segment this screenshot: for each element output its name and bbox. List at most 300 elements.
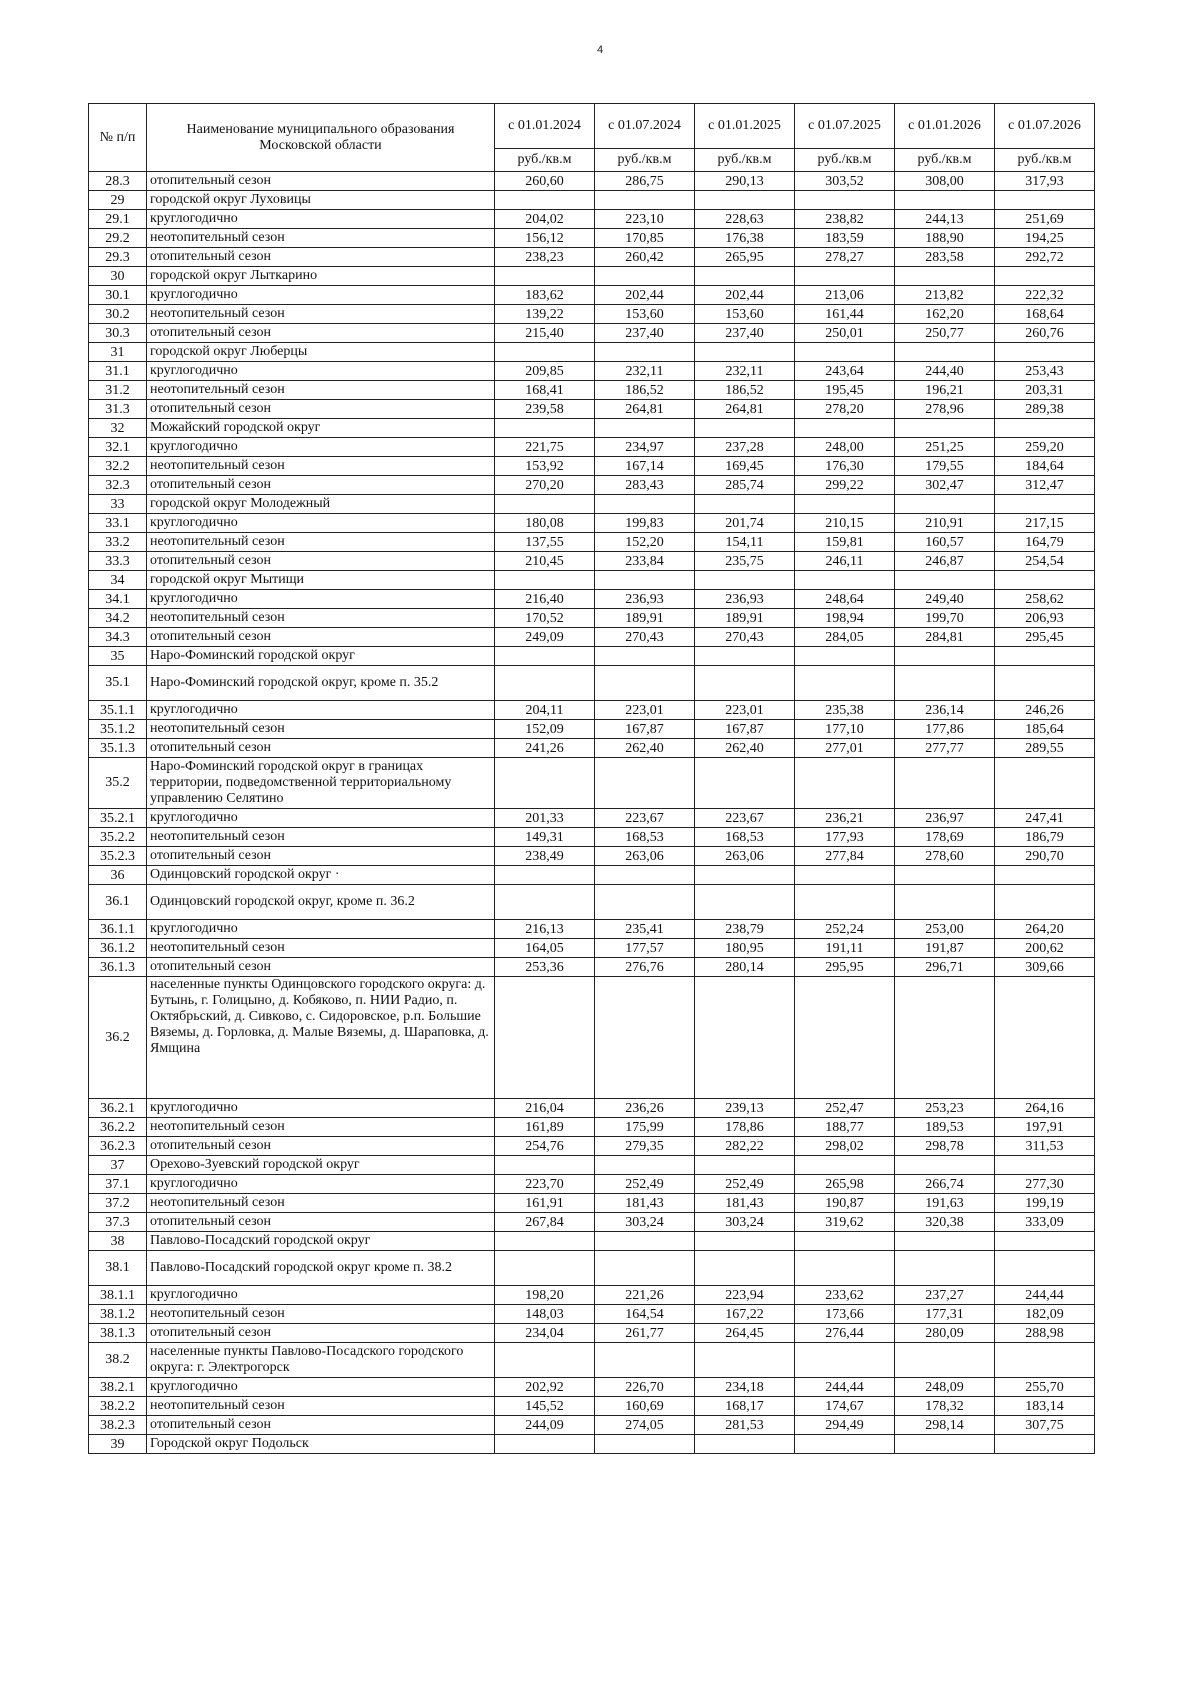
tariff-value bbox=[495, 885, 595, 920]
tariff-value bbox=[795, 866, 895, 885]
tariff-value: 190,87 bbox=[795, 1194, 895, 1213]
tariff-value: 221,26 bbox=[595, 1286, 695, 1305]
tariff-value: 252,49 bbox=[695, 1175, 795, 1194]
tariff-value: 247,41 bbox=[995, 809, 1095, 828]
row-number: 35.2.2 bbox=[89, 828, 147, 847]
tariff-value: 296,71 bbox=[895, 958, 995, 977]
table-row bbox=[89, 1435, 1095, 1454]
tariff-value: 263,06 bbox=[595, 847, 695, 866]
tariff-value: 283,58 bbox=[895, 248, 995, 267]
tariff-value: 317,93 bbox=[995, 172, 1095, 191]
tariff-value: 265,95 bbox=[695, 248, 795, 267]
tariff-value bbox=[795, 1232, 895, 1251]
table-row bbox=[89, 720, 1095, 739]
table-row bbox=[89, 920, 1095, 939]
row-name: круглогодично bbox=[147, 362, 495, 381]
row-name: неотопительный сезон bbox=[147, 939, 495, 958]
tariff-value: 246,87 bbox=[895, 552, 995, 571]
tariff-value bbox=[495, 666, 595, 701]
tariff-value: 170,52 bbox=[495, 609, 595, 628]
tariff-value bbox=[595, 571, 695, 590]
tariff-value: 250,01 bbox=[795, 324, 895, 343]
tariff-value: 259,20 bbox=[995, 438, 1095, 457]
row-name: Наро-Фоминский городской округ, кроме п. 35.2 bbox=[147, 666, 495, 701]
tariff-value: 223,67 bbox=[595, 809, 695, 828]
tariff-value bbox=[695, 866, 795, 885]
table-body bbox=[89, 172, 1095, 1454]
tariff-value: 253,00 bbox=[895, 920, 995, 939]
tariff-value bbox=[895, 666, 995, 701]
row-name: отопительный сезон bbox=[147, 400, 495, 419]
table-row bbox=[89, 977, 1095, 1099]
row-number: 35.1.1 bbox=[89, 701, 147, 720]
tariff-value bbox=[495, 1232, 595, 1251]
tariff-value: 278,27 bbox=[795, 248, 895, 267]
tariff-value: 251,69 bbox=[995, 210, 1095, 229]
tariff-value: 295,45 bbox=[995, 628, 1095, 647]
tariff-value: 278,20 bbox=[795, 400, 895, 419]
tariff-value: 183,59 bbox=[795, 229, 895, 248]
tariff-value: 179,55 bbox=[895, 457, 995, 476]
row-number: 33.1 bbox=[89, 514, 147, 533]
tariff-value bbox=[995, 495, 1095, 514]
tariff-value: 237,40 bbox=[695, 324, 795, 343]
tariff-value bbox=[795, 647, 895, 666]
tariff-value: 253,23 bbox=[895, 1099, 995, 1118]
tariff-value: 285,74 bbox=[695, 476, 795, 495]
row-name: неотопительный сезон bbox=[147, 720, 495, 739]
tariff-value bbox=[995, 1251, 1095, 1286]
table-row bbox=[89, 229, 1095, 248]
table-row bbox=[89, 1175, 1095, 1194]
tariff-value bbox=[595, 495, 695, 514]
tariff-value: 264,81 bbox=[595, 400, 695, 419]
tariff-value: 246,11 bbox=[795, 552, 895, 571]
tariff-value bbox=[595, 885, 695, 920]
table-row bbox=[89, 1343, 1095, 1378]
tariff-value bbox=[895, 977, 995, 1099]
row-name: круглогодично bbox=[147, 701, 495, 720]
tariff-value bbox=[895, 267, 995, 286]
tariff-value: 154,11 bbox=[695, 533, 795, 552]
tariff-value: 149,31 bbox=[495, 828, 595, 847]
tariff-value: 139,22 bbox=[495, 305, 595, 324]
row-name: круглогодично bbox=[147, 590, 495, 609]
tariff-value: 290,13 bbox=[695, 172, 795, 191]
tariff-value: 198,94 bbox=[795, 609, 895, 628]
row-number: 34.2 bbox=[89, 609, 147, 628]
table-row bbox=[89, 1156, 1095, 1175]
tariff-value bbox=[795, 1251, 895, 1286]
table-row bbox=[89, 286, 1095, 305]
tariff-value bbox=[495, 647, 595, 666]
row-number: 32.1 bbox=[89, 438, 147, 457]
tariff-value: 235,38 bbox=[795, 701, 895, 720]
tariff-value bbox=[795, 343, 895, 362]
tariff-value: 210,15 bbox=[795, 514, 895, 533]
table-row bbox=[89, 248, 1095, 267]
row-number: 36.2.1 bbox=[89, 1099, 147, 1118]
tariff-value bbox=[895, 885, 995, 920]
table-row bbox=[89, 210, 1095, 229]
table-row bbox=[89, 571, 1095, 590]
row-name: круглогодично bbox=[147, 1099, 495, 1118]
table-row bbox=[89, 1099, 1095, 1118]
tariff-value: 252,47 bbox=[795, 1099, 895, 1118]
tariff-value: 162,20 bbox=[895, 305, 995, 324]
tariff-value bbox=[495, 343, 595, 362]
tariff-value bbox=[995, 191, 1095, 210]
tariff-value bbox=[995, 647, 1095, 666]
tariff-value bbox=[495, 1251, 595, 1286]
tariff-value: 233,84 bbox=[595, 552, 695, 571]
tariff-value: 243,64 bbox=[795, 362, 895, 381]
row-number: 36.2.2 bbox=[89, 1118, 147, 1137]
tariff-value: 246,26 bbox=[995, 701, 1095, 720]
tariff-value: 210,91 bbox=[895, 514, 995, 533]
row-name: неотопительный сезон bbox=[147, 1305, 495, 1324]
tariff-value: 185,64 bbox=[995, 720, 1095, 739]
row-name: Наро-Фоминский городской округ bbox=[147, 647, 495, 666]
row-name: городской округ Молодежный bbox=[147, 495, 495, 514]
tariff-value: 223,01 bbox=[595, 701, 695, 720]
row-name: круглогодично bbox=[147, 1175, 495, 1194]
table-row bbox=[89, 552, 1095, 571]
table-row bbox=[89, 172, 1095, 191]
tariff-value: 232,11 bbox=[695, 362, 795, 381]
tariff-value bbox=[595, 758, 695, 809]
tariff-value: 277,30 bbox=[995, 1175, 1095, 1194]
row-number: 32.3 bbox=[89, 476, 147, 495]
tariff-value bbox=[495, 495, 595, 514]
row-name: городской округ Лыткарино bbox=[147, 267, 495, 286]
tariff-value: 238,49 bbox=[495, 847, 595, 866]
tariff-value bbox=[995, 885, 1095, 920]
tariff-value: 160,57 bbox=[895, 533, 995, 552]
tariff-value: 248,09 bbox=[895, 1378, 995, 1397]
tariff-value: 176,30 bbox=[795, 457, 895, 476]
tariff-value: 244,13 bbox=[895, 210, 995, 229]
tariff-value: 277,84 bbox=[795, 847, 895, 866]
tariff-value: 180,08 bbox=[495, 514, 595, 533]
tariff-value: 309,66 bbox=[995, 958, 1095, 977]
tariff-value: 177,86 bbox=[895, 720, 995, 739]
row-number: 31.2 bbox=[89, 381, 147, 400]
tariff-value bbox=[495, 977, 595, 1099]
tariff-value: 270,20 bbox=[495, 476, 595, 495]
tariff-value: 265,98 bbox=[795, 1175, 895, 1194]
table-row bbox=[89, 419, 1095, 438]
row-number: 30 bbox=[89, 267, 147, 286]
tariff-value: 237,28 bbox=[695, 438, 795, 457]
tariff-value: 221,75 bbox=[495, 438, 595, 457]
tariff-value: 264,16 bbox=[995, 1099, 1095, 1118]
tariff-value: 202,44 bbox=[595, 286, 695, 305]
tariff-value bbox=[795, 495, 895, 514]
tariff-value: 262,40 bbox=[695, 739, 795, 758]
tariff-value: 244,44 bbox=[795, 1378, 895, 1397]
tariff-value: 217,15 bbox=[995, 514, 1095, 533]
header-date: с 01.07.2024 bbox=[595, 104, 695, 149]
tariff-value: 176,38 bbox=[695, 229, 795, 248]
tariff-value bbox=[795, 267, 895, 286]
row-number: 35.1.2 bbox=[89, 720, 147, 739]
tariff-value: 223,94 bbox=[695, 1286, 795, 1305]
tariff-value: 237,40 bbox=[595, 324, 695, 343]
tariff-value: 248,00 bbox=[795, 438, 895, 457]
tariff-value: 198,20 bbox=[495, 1286, 595, 1305]
tariff-value: 270,43 bbox=[695, 628, 795, 647]
row-number: 39 bbox=[89, 1435, 147, 1454]
tariff-value: 202,92 bbox=[495, 1378, 595, 1397]
tariff-value: 213,06 bbox=[795, 286, 895, 305]
row-name: неотопительный сезон bbox=[147, 305, 495, 324]
row-number: 33.3 bbox=[89, 552, 147, 571]
tariff-value bbox=[995, 1232, 1095, 1251]
row-number: 37.3 bbox=[89, 1213, 147, 1232]
row-name: отопительный сезон bbox=[147, 1213, 495, 1232]
tariff-value bbox=[995, 866, 1095, 885]
tariff-value: 223,67 bbox=[695, 809, 795, 828]
row-number: 35.2.1 bbox=[89, 809, 147, 828]
tariff-value: 191,11 bbox=[795, 939, 895, 958]
tariff-value: 233,62 bbox=[795, 1286, 895, 1305]
tariff-value bbox=[495, 758, 595, 809]
table-row bbox=[89, 191, 1095, 210]
row-number: 38.2 bbox=[89, 1343, 147, 1378]
tariff-value: 223,01 bbox=[695, 701, 795, 720]
row-name: городской округ Мытищи bbox=[147, 571, 495, 590]
tariff-value: 216,13 bbox=[495, 920, 595, 939]
tariff-value: 236,21 bbox=[795, 809, 895, 828]
tariff-value bbox=[995, 343, 1095, 362]
tariff-value: 262,40 bbox=[595, 739, 695, 758]
tariff-value: 160,69 bbox=[595, 1397, 695, 1416]
tariff-value bbox=[595, 1156, 695, 1175]
row-name: неотопительный сезон bbox=[147, 229, 495, 248]
row-name: отопительный сезон bbox=[147, 172, 495, 191]
tariff-value: 279,35 bbox=[595, 1137, 695, 1156]
tariff-value: 189,91 bbox=[695, 609, 795, 628]
tariff-value: 153,60 bbox=[595, 305, 695, 324]
tariff-value bbox=[895, 571, 995, 590]
tariff-value bbox=[595, 1251, 695, 1286]
tariff-value: 263,06 bbox=[695, 847, 795, 866]
table-row bbox=[89, 701, 1095, 720]
tariff-value: 153,60 bbox=[695, 305, 795, 324]
row-name: круглогодично bbox=[147, 286, 495, 305]
tariff-value: 167,87 bbox=[695, 720, 795, 739]
tariff-value: 260,42 bbox=[595, 248, 695, 267]
tariff-value: 173,66 bbox=[795, 1305, 895, 1324]
tariff-value: 164,54 bbox=[595, 1305, 695, 1324]
tariff-value: 244,40 bbox=[895, 362, 995, 381]
row-name: неотопительный сезон bbox=[147, 1194, 495, 1213]
table-row bbox=[89, 866, 1095, 885]
table-row bbox=[89, 847, 1095, 866]
row-number: 28.3 bbox=[89, 172, 147, 191]
tariff-value: 223,70 bbox=[495, 1175, 595, 1194]
tariff-value: 258,62 bbox=[995, 590, 1095, 609]
tariff-value: 264,81 bbox=[695, 400, 795, 419]
row-number: 31.3 bbox=[89, 400, 147, 419]
tariff-value: 178,69 bbox=[895, 828, 995, 847]
table-row bbox=[89, 939, 1095, 958]
tariff-value bbox=[595, 191, 695, 210]
tariff-value: 188,77 bbox=[795, 1118, 895, 1137]
tariff-value: 299,22 bbox=[795, 476, 895, 495]
tariff-value bbox=[695, 267, 795, 286]
row-number: 33 bbox=[89, 495, 147, 514]
row-number: 30.2 bbox=[89, 305, 147, 324]
tariff-value: 164,79 bbox=[995, 533, 1095, 552]
tariff-value: 178,86 bbox=[695, 1118, 795, 1137]
tariff-value: 196,21 bbox=[895, 381, 995, 400]
tariff-value: 239,13 bbox=[695, 1099, 795, 1118]
tariff-value bbox=[695, 1435, 795, 1454]
row-name: отопительный сезон bbox=[147, 1416, 495, 1435]
row-name: отопительный сезон bbox=[147, 847, 495, 866]
row-number: 36.1.2 bbox=[89, 939, 147, 958]
tariff-value bbox=[995, 419, 1095, 438]
tariff-value bbox=[595, 1343, 695, 1378]
table-row bbox=[89, 1305, 1095, 1324]
tariff-value: 298,14 bbox=[895, 1416, 995, 1435]
table-row bbox=[89, 381, 1095, 400]
tariff-value bbox=[795, 1435, 895, 1454]
tariff-value bbox=[895, 758, 995, 809]
tariff-value bbox=[795, 419, 895, 438]
tariff-value: 226,70 bbox=[595, 1378, 695, 1397]
tariff-value bbox=[795, 191, 895, 210]
row-number: 37.2 bbox=[89, 1194, 147, 1213]
tariff-value: 238,79 bbox=[695, 920, 795, 939]
tariff-value bbox=[995, 977, 1095, 1099]
table-row bbox=[89, 885, 1095, 920]
table-row bbox=[89, 758, 1095, 809]
tariff-value: 186,52 bbox=[595, 381, 695, 400]
row-number: 36.2 bbox=[89, 977, 147, 1099]
row-name: Одинцовский городской округ, кроме п. 36.2 bbox=[147, 885, 495, 920]
tariff-value: 252,24 bbox=[795, 920, 895, 939]
tariff-value: 159,81 bbox=[795, 533, 895, 552]
tariff-table bbox=[88, 103, 1095, 1454]
tariff-value: 181,43 bbox=[695, 1194, 795, 1213]
tariff-value: 244,09 bbox=[495, 1416, 595, 1435]
tariff-value: 201,33 bbox=[495, 809, 595, 828]
row-name: неотопительный сезон bbox=[147, 1118, 495, 1137]
page-number: 4 bbox=[596, 44, 604, 56]
row-number: 38.1 bbox=[89, 1251, 147, 1286]
tariff-value: 261,77 bbox=[595, 1324, 695, 1343]
header-date: с 01.01.2026 bbox=[895, 104, 995, 149]
header-row bbox=[89, 104, 1095, 149]
table-row bbox=[89, 476, 1095, 495]
table-row bbox=[89, 495, 1095, 514]
tariff-value: 152,09 bbox=[495, 720, 595, 739]
row-number: 38.1.1 bbox=[89, 1286, 147, 1305]
tariff-value: 168,53 bbox=[595, 828, 695, 847]
tariff-value: 303,24 bbox=[595, 1213, 695, 1232]
tariff-value: 251,25 bbox=[895, 438, 995, 457]
row-number: 35.2.3 bbox=[89, 847, 147, 866]
tariff-value: 189,91 bbox=[595, 609, 695, 628]
row-number: 29.3 bbox=[89, 248, 147, 267]
tariff-value: 145,52 bbox=[495, 1397, 595, 1416]
header-name: Наименование муниципального образования Московской области bbox=[147, 104, 495, 172]
row-name: круглогодично bbox=[147, 514, 495, 533]
tariff-value: 175,99 bbox=[595, 1118, 695, 1137]
row-number: 33.2 bbox=[89, 533, 147, 552]
tariff-value bbox=[695, 1343, 795, 1378]
table-row bbox=[89, 958, 1095, 977]
tariff-value bbox=[795, 977, 895, 1099]
row-number: 36.2.3 bbox=[89, 1137, 147, 1156]
tariff-value bbox=[595, 1232, 695, 1251]
tariff-value: 234,18 bbox=[695, 1378, 795, 1397]
tariff-value bbox=[895, 1435, 995, 1454]
tariff-value: 206,93 bbox=[995, 609, 1095, 628]
tariff-value: 197,91 bbox=[995, 1118, 1095, 1137]
tariff-value: 254,76 bbox=[495, 1137, 595, 1156]
row-name: городской округ Луховицы bbox=[147, 191, 495, 210]
header-date: с 01.07.2026 bbox=[995, 104, 1095, 149]
tariff-value bbox=[495, 571, 595, 590]
tariff-value: 236,14 bbox=[895, 701, 995, 720]
table-row bbox=[89, 828, 1095, 847]
tariff-value bbox=[595, 267, 695, 286]
tariff-value bbox=[695, 495, 795, 514]
table-row bbox=[89, 1286, 1095, 1305]
tariff-value: 255,70 bbox=[995, 1378, 1095, 1397]
tariff-value: 153,92 bbox=[495, 457, 595, 476]
tariff-value: 169,45 bbox=[695, 457, 795, 476]
tariff-value bbox=[895, 191, 995, 210]
header-unit: руб./кв.м bbox=[995, 149, 1095, 172]
tariff-value: 286,75 bbox=[595, 172, 695, 191]
tariff-value: 248,64 bbox=[795, 590, 895, 609]
tariff-value: 232,11 bbox=[595, 362, 695, 381]
tariff-value bbox=[895, 1156, 995, 1175]
row-number: 36 bbox=[89, 866, 147, 885]
tariff-value: 238,82 bbox=[795, 210, 895, 229]
table-row bbox=[89, 400, 1095, 419]
tariff-value: 161,89 bbox=[495, 1118, 595, 1137]
tariff-value: 298,02 bbox=[795, 1137, 895, 1156]
table-row bbox=[89, 533, 1095, 552]
tariff-value bbox=[695, 758, 795, 809]
tariff-value bbox=[995, 1435, 1095, 1454]
row-name: отопительный сезон bbox=[147, 1137, 495, 1156]
tariff-value bbox=[795, 571, 895, 590]
tariff-value: 236,93 bbox=[695, 590, 795, 609]
header-date: с 01.07.2025 bbox=[795, 104, 895, 149]
tariff-value: 167,22 bbox=[695, 1305, 795, 1324]
tariff-value: 236,26 bbox=[595, 1099, 695, 1118]
tariff-value bbox=[995, 1343, 1095, 1378]
row-number: 29.1 bbox=[89, 210, 147, 229]
table-row bbox=[89, 647, 1095, 666]
tariff-value bbox=[595, 977, 695, 1099]
row-name: отопительный сезон bbox=[147, 552, 495, 571]
table-row bbox=[89, 438, 1095, 457]
tariff-value: 303,52 bbox=[795, 172, 895, 191]
table-row bbox=[89, 1416, 1095, 1435]
table-row bbox=[89, 267, 1095, 286]
tariff-value: 200,62 bbox=[995, 939, 1095, 958]
tariff-value: 298,78 bbox=[895, 1137, 995, 1156]
tariff-value: 235,75 bbox=[695, 552, 795, 571]
